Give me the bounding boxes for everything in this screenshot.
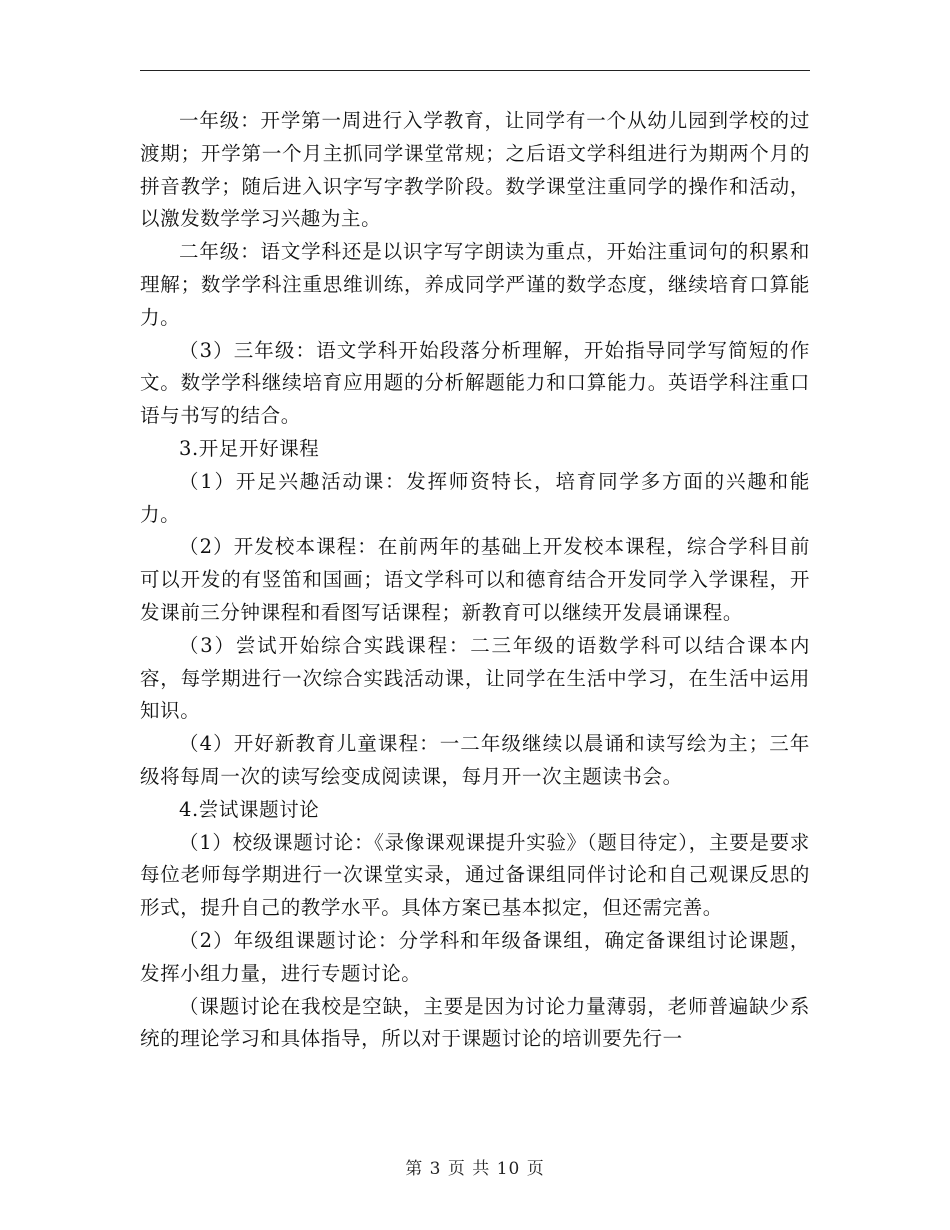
header-rule	[140, 70, 810, 71]
section-heading-courses: 3.开足开好课程	[179, 436, 320, 460]
paragraph-grade-one: 一年级：开学第一周进行入学教育，让同学有一个从幼儿园到学校的过渡期；开学第一个月主抓同学课堂常规；之后语文学科组进行为期两个月的拼音教学；随后进入识字写字教学阶段。数学课堂注重同学的操作和活动，以激发数学学习兴趣为主。	[140, 109, 810, 231]
paragraph-grade-research: （2）年级组课题讨论：分学科和年级备课组，确定备课组讨论课题，发挥小组力量，进行专题讨论。	[140, 928, 810, 985]
section-heading-research: 4.尝试课题讨论	[179, 797, 320, 821]
paragraph-new-education-courses: （4）开好新教育儿童课程：一二年级继续以晨诵和读写绘为主；三年级将每周一次的读写绘变成阅读课，每月开一次主题读书会。	[140, 732, 810, 788]
paragraph-interest-courses: （1）开足兴趣活动课：发挥师资特长，培育同学多方面的兴趣和能力。	[140, 469, 810, 526]
paragraph-grade-three: （3）三年级：语文学科开始段落分析理解，开始指导同学写简短的作文。数学学科继续培育应用题的分析解题能力和口算能力。英语学科注重口语与书写的结合。	[140, 338, 810, 428]
paragraph-school-courses: （2）开发校本课程：在前两年的基础上开发校本课程，综合学科目前可以开发的有竖笛和国画；语文学科可以和德育结合开发同学入学课程，开发课前三分钟课程和看图写话课程；新教育可以继续开发晨诵课程。	[140, 535, 810, 624]
paragraph-research-note: （课题讨论在我校是空缺，主要是因为讨论力量薄弱，老师普遍缺少系统的理论学习和具体指导，所以对于课题讨论的培训要先行一	[140, 994, 810, 1051]
page-number-footer: 第 3 页 共 10 页	[405, 1159, 545, 1179]
paragraph-grade-two: 二年级：语文学科还是以识字写字朗读为重点，开始注重词句的积累和理解；数学学科注重思维训练，养成同学严谨的数学态度，继续培育口算能力。	[140, 240, 810, 329]
paragraph-school-research: （1）校级课题讨论：《录像课观课提升实验》（题目待定），主要是要求每位老师每学期进行一次课堂实录，通过备课组同伴讨论和自己观课反思的形式，提升自己的教学水平。具体方案已基本拟定，但还需完善。	[140, 830, 810, 920]
document-body	[140, 105, 810, 1056]
paragraph-practice-courses: （3）尝试开始综合实践课程：二三年级的语数学科可以结合课本内容，每学期进行一次综合实践活动课，让同学在生活中学习，在生活中运用知识。	[140, 633, 810, 723]
